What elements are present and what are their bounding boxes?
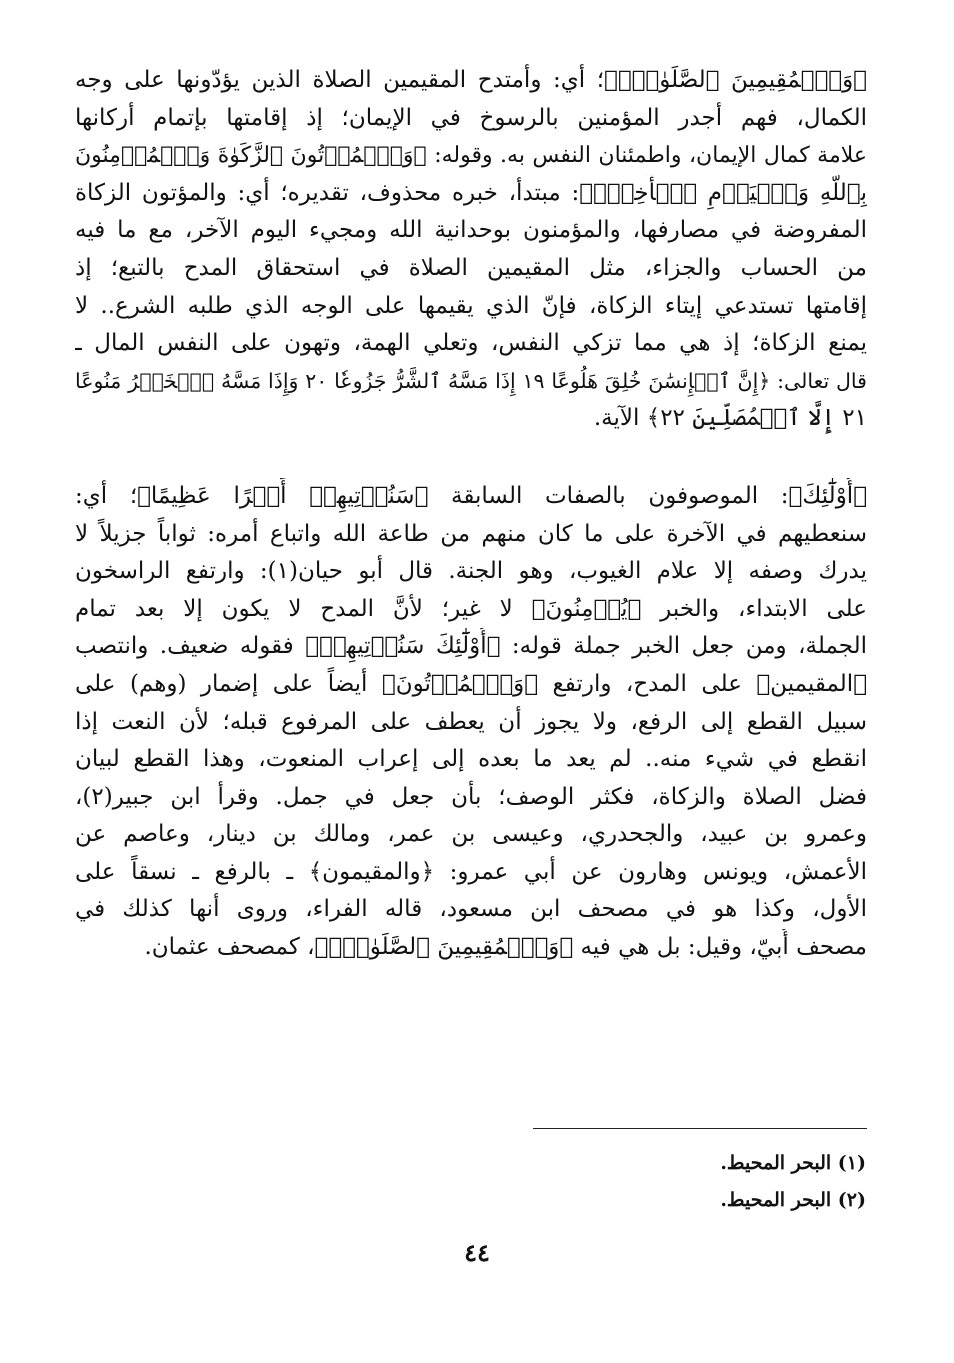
text-line: ﴿أُوْلَٰٓئِكَ﴾: الموصوفون بالصفات السابقة ﴿سَنُؤۡتِيهِمۡ أَجۡرًا عَظِيمًا﴾؛ أي: [75, 482, 867, 509]
paragraph-1 [75, 62, 867, 438]
text-line: ﴿المقيمين﴾ على المدح، وارتفع ﴿وَٱلۡمُؤۡتُونَ﴾ أيضاً على إضمار (وهم) على [75, 670, 867, 697]
paragraph-2 [75, 478, 867, 967]
text-line: ﴿وَٱلۡمُقِيمِينَ ٱلصَّلَوٰةَۚ﴾؛ أي: وأمتدح المقيمين الصلاة الذين يؤدّونها على وجه [75, 67, 867, 93]
text-line: الكمال، فهم أجدر المؤمنين بالرسوخ في الإيمان؛ إذ إقامتها بإتمام أركانها [75, 104, 867, 131]
text-line: الجملة، ومن جعل الخبر جملة قوله: ﴿أُوْلَٰٓئِكَ سَنُؤۡتِيهِمۡ﴾ فقوله ضعيف. وانتصب [75, 633, 867, 660]
text-line: علامة كمال الإيمان، واطمئنان النفس به. وقوله: ﴿وَٱلۡمُؤۡتُونَ ٱلزَّكَوٰةَ وَٱلۡمُؤۡمِنُونَ [75, 143, 867, 169]
text-line: وعمرو بن عبيد، والجحدري، وعيسى بن عمر، ومالك بن دينار، وعاصم عن [75, 821, 867, 848]
text-line: فضل الصلاة والزكاة، فكثر الوصف؛ بأن جعل في جمل. وقرأ ابن جبير(٢)، [75, 783, 867, 810]
text-line: المفروضة في مصارفها، والمؤمنون بوحدانية الله ومجيء اليوم الآخر، مع ما فيه [75, 217, 867, 244]
text-line: انقطع في شيء منه.. لم يعد ما بعده إلى إعراب المنعوت، وهذا القطع لبيان [75, 746, 867, 773]
text-line: مصحف أُبيّ، وقيل: بل هي فيه ﴿وَٱلۡمُقِيمِينَ ٱلصَّلَوٰةَۚ﴾، كمصحف عثمان. [144, 934, 867, 961]
page-number: ٤٤ [464, 1238, 490, 1267]
text-line: بِٱللَّهِ وَٱلۡيَوۡمِ ٱلۡأٓخِرِۚ﴾: مبتدأ، خبره محذوف، تقديره؛ أي: والمؤتون الزكاة [75, 179, 867, 206]
paragraph-gap [75, 438, 867, 478]
footnote-divider [533, 1128, 867, 1129]
text-line: ٢١ إِلَّا ٱلۡمُصَلِّينَ ٢٢﴾ الآية. [593, 405, 867, 432]
text-line: قال تعالى: ﴿إِنَّ ٱلۡإِنسَٰنَ خُلِقَ هَلُوعًا ١٩ إِذَا مَسَّهُ ٱلشَّرُّ جَزُوعٗا ٢٠ وَإِذَا مَسَّهُ ٱلۡخَيۡرُ مَنُوعًا [75, 368, 867, 393]
text-line: من الحساب والجزاء، مثل المقيمين الصلاة في استحقاق المدح بالتبع؛ إذ [75, 254, 867, 281]
text-line: سنعطيهم في الآخرة على ما كان منهم من طاعة الله واتباع أمره: ثواباً جزيلاً لا [75, 520, 867, 547]
text-line: الأول، وكذا هو في مصحف ابن مسعود، قاله الفراء، وروى أنها كذلك في [75, 896, 867, 923]
text-line: إقامتها تستدعي إيتاء الزكاة، فإنّ الذي يقيمها على الوجه الذي طلبه الشرع.. لا [75, 292, 867, 319]
text-line: الأعمش، ويونس وهارون عن أبي عمرو: ﴿والمقيمون﴾ ـ بالرفع ـ نسقاً على [75, 858, 867, 885]
footnotes [720, 1145, 866, 1219]
text-line: يدرك وصفه إلا علام الغيوب، وهو الجنة. قال أبو حيان(١): وارتفع الراسخون [75, 558, 867, 585]
text-line: سبيل القطع إلى الرفع، ولا يجوز أن يعطف على المرفوع قبله؛ لأن النعت إذا [75, 708, 867, 735]
page-body [75, 62, 867, 967]
footnote-2: (٢) البحر المحيط. [720, 1189, 866, 1211]
text-line: على الابتداء، والخبر ﴿يُؤۡمِنُونَ﴾ لا غير؛ لأنَّ المدح لا يكون إلا بعد تمام [75, 595, 867, 622]
text-line: يمنع الزكاة؛ إذ هي مما تزكي النفس، وتعلي الهمة، وتهون على النفس المال ـ [75, 330, 867, 357]
footnote-1: (١) البحر المحيط. [720, 1152, 866, 1174]
